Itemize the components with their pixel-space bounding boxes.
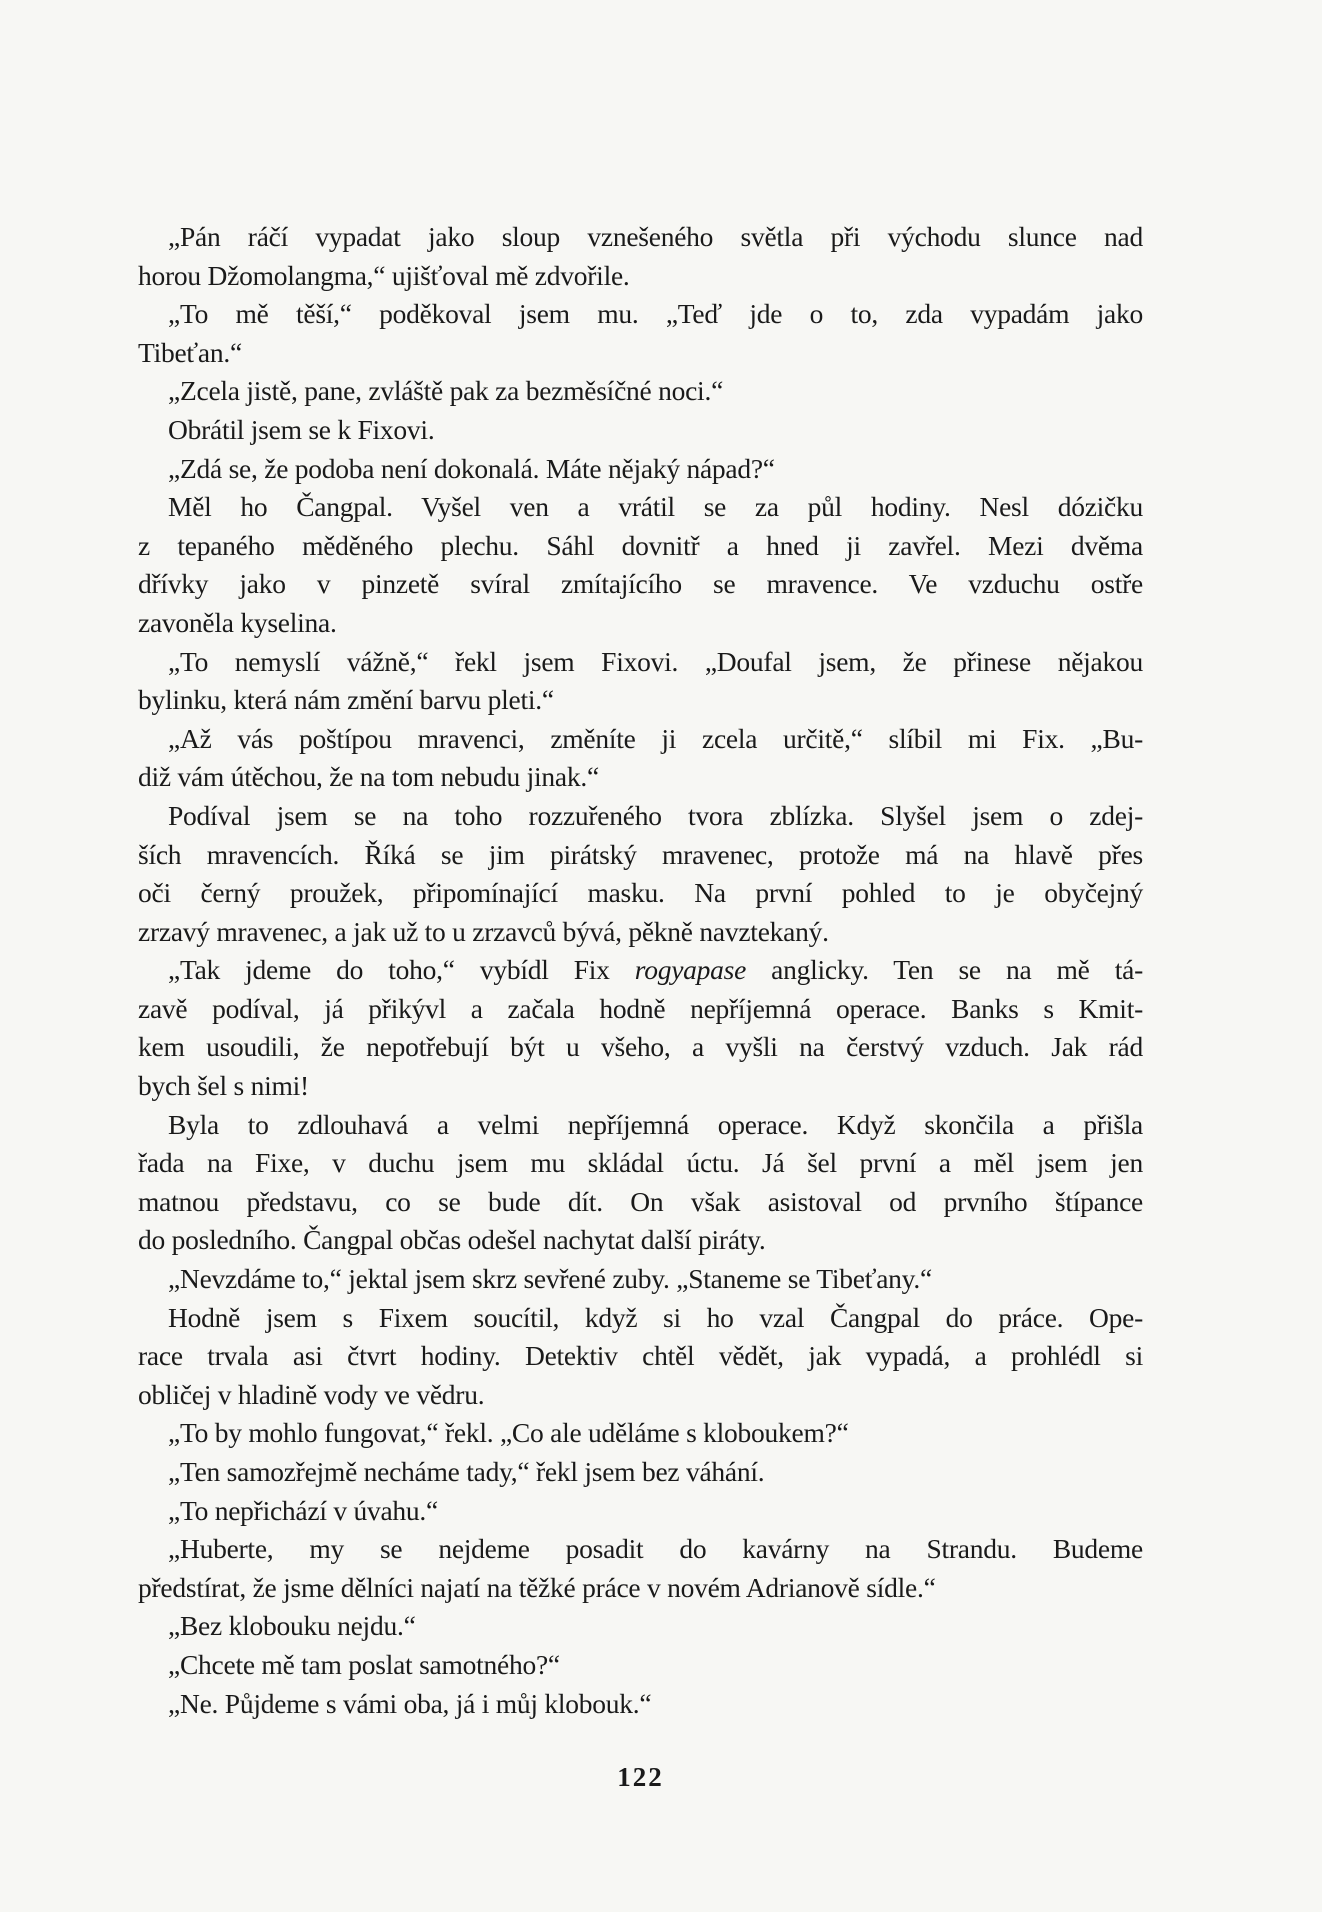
paragraph: [138, 1414, 1143, 1453]
paragraph: [138, 1453, 1143, 1492]
paragraph: [138, 797, 1143, 951]
text-line: „To by mohlo fungovat,“ řekl. „Co ale uděláme s kloboukem?“: [168, 1417, 849, 1449]
text-line: „Pán ráčí vypadat jako sloup vznešeného světla při východu slunce nad: [168, 221, 1143, 252]
text-line: kem usoudili, že nepotřebují být u všeho, a vyšli na čerstvý vzduch. Jak rád: [138, 1031, 1143, 1063]
paragraph: [138, 643, 1143, 720]
paragraph: [138, 1492, 1143, 1531]
paragraph: [138, 1607, 1143, 1646]
paragraph: [138, 450, 1143, 489]
page-number: 122: [617, 1762, 664, 1792]
paragraph: [138, 1106, 1143, 1260]
text-line: matnou představu, co se bude dít. On však asistoval od prvního štípance: [138, 1185, 1143, 1217]
paragraph: [138, 1530, 1143, 1607]
text-line: dřívky jako v pinzetě svíral zmítajícího se mravence. Ve vzduchu ostře: [138, 568, 1143, 600]
text-line: obličej v hladině vody ve vědru.: [138, 1378, 485, 1410]
text-line: „Ne. Půjdeme s vámi oba, já i můj klobouk.“: [168, 1687, 652, 1719]
text-line: Hodně jsem s Fixem soucítil, když si ho vzal Čangpal do práce. Ope-: [168, 1301, 1143, 1333]
text-line: „Zcela jistě, pane, zvláště pak za bezměsíčné noci.“: [168, 375, 724, 407]
text-line: „Až vás poštípou mravenci, změníte ji zcela určitě,“ slíbil mi Fix. „Bu-: [168, 722, 1143, 754]
text-line: Obrátil jsem se k Fixovi.: [168, 413, 435, 445]
text-line: „To mě těší,“ poděkoval jsem mu. „Teď jde o to, zda vypadám jako: [168, 298, 1143, 330]
text-line: do posledního. Čangpal občas odešel nachytat další piráty.: [138, 1224, 766, 1256]
text-line: diž vám útěchou, že na tom nebudu jinak.“: [138, 761, 599, 793]
text-line: „Huberte, my se nejdeme posadit do kavárny na Strandu. Budeme: [168, 1533, 1143, 1565]
text-line: „Tak jdeme do toho,“ vybídl Fix rogyapase anglicky. Ten se na mě tá-: [168, 954, 1143, 986]
text-line: race trvala asi čtvrt hodiny. Detektiv chtěl vědět, jak vypadá, a prohlédl si: [138, 1340, 1143, 1372]
page-text: [138, 218, 1143, 1723]
text-line: Podíval jsem se na toho rozzuřeného tvora zblízka. Slyšel jsem o zdej-: [168, 799, 1143, 831]
text-line: horou Džomolangma,“ ujišťoval mě zdvořile.: [138, 259, 630, 291]
text-line: zrzavý mravenec, a jak už to u zrzavců bývá, pěkně navztekaný.: [138, 915, 829, 947]
paragraph: [138, 1685, 1143, 1724]
text-line: „Chcete mě tam poslat samotného?“: [168, 1648, 560, 1680]
text-line: „Bez klobouku nejdu.“: [168, 1610, 416, 1642]
text-line: oči černý proužek, připomínající masku. Na první pohled to je obyčejný: [138, 877, 1143, 909]
text-line: „To nemyslí vážně,“ řekl jsem Fixovi. „Doufal jsem, že přinese nějakou: [168, 645, 1143, 677]
text-line: Tibeťan.“: [138, 336, 242, 368]
paragraph: [138, 1260, 1143, 1299]
text-line: Byla to zdlouhavá a velmi nepříjemná operace. Když skončila a přišla: [168, 1108, 1143, 1140]
paragraph: [138, 720, 1143, 797]
paragraph: [138, 1646, 1143, 1685]
text-line: zavě podíval, já přikývl a začala hodně nepříjemná operace. Banks s Kmit-: [138, 992, 1143, 1024]
paragraph: [138, 295, 1143, 372]
text-line: „Nevzdáme to,“ jektal jsem skrz sevřené zuby. „Staneme se Tibeťany.“: [168, 1263, 932, 1295]
text-line: řada na Fixe, v duchu jsem mu skládal úctu. Já šel první a měl jsem jen: [138, 1147, 1143, 1179]
text-line: „Ten samozřejmě necháme tady,“ řekl jsem bez váhání.: [168, 1456, 765, 1487]
paragraph: [138, 218, 1143, 295]
text-line: „Zdá se, že podoba není dokonalá. Máte nějaký nápad?“: [168, 452, 775, 484]
paragraph: [138, 488, 1143, 642]
paragraph: [138, 1299, 1143, 1415]
text-line: bych šel s nimi!: [138, 1070, 309, 1102]
text-line: předstírat, že jsme dělníci najatí na těžké práce v novém Adrianově sídle.“: [138, 1571, 936, 1603]
paragraph: [138, 372, 1143, 411]
paragraph: [138, 411, 1143, 450]
text-line: „To nepřichází v úvahu.“: [168, 1494, 439, 1526]
text-line: Měl ho Čangpal. Vyšel ven a vrátil se za půl hodiny. Nesl dózičku: [168, 491, 1143, 523]
paragraph: [138, 951, 1143, 1105]
text-line: bylinku, která nám změní barvu pleti.“: [138, 684, 554, 716]
text-line: zavoněla kyselina.: [138, 606, 337, 638]
text-line: z tepaného měděného plechu. Sáhl dovnitř a hned ji zavřel. Mezi dvěma: [138, 529, 1143, 561]
text-line: ších mravencích. Říká se jim pirátský mravenec, protože má na hlavě přes: [138, 838, 1143, 870]
